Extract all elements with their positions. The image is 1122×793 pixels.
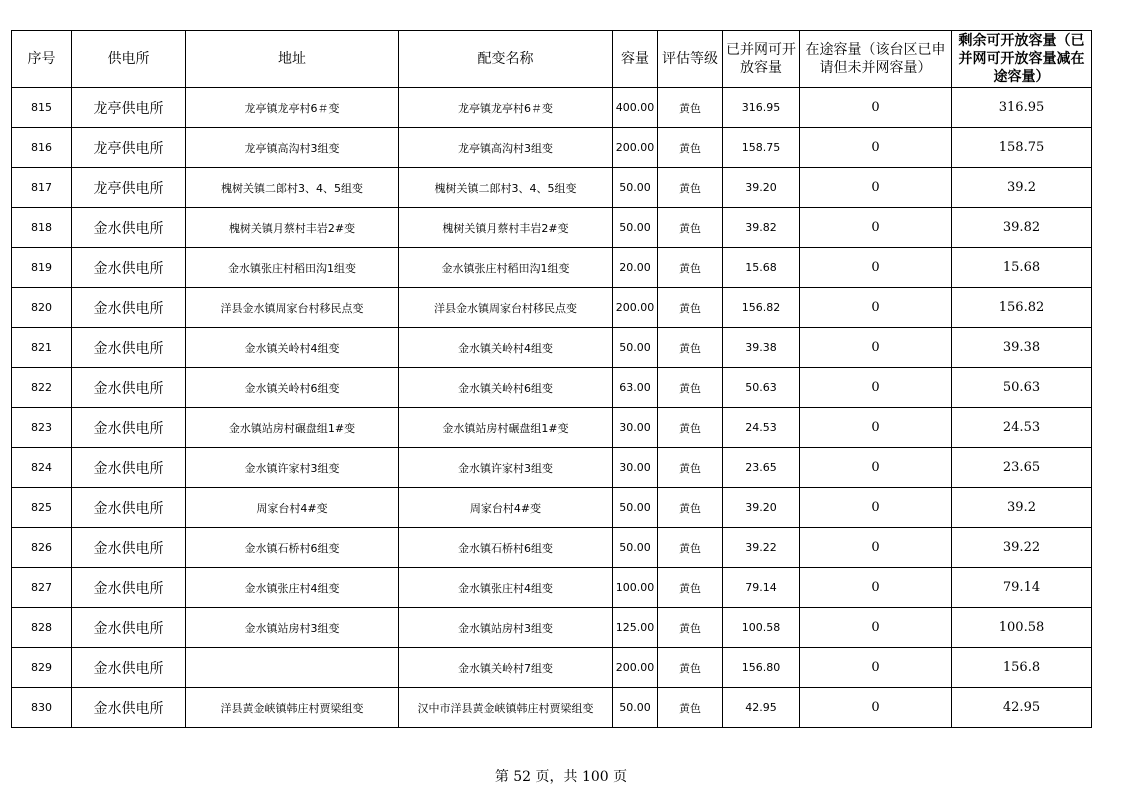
cell-capacity: 50.00	[613, 208, 658, 248]
cell-remaining: 39.38	[952, 328, 1092, 368]
cell-in-transit: 0	[800, 568, 952, 608]
cell-grid-open: 156.82	[723, 288, 800, 328]
table-header	[12, 31, 1092, 88]
cell-grade: 黄色	[658, 208, 723, 248]
cell-station: 金水供电所	[72, 368, 186, 408]
header-transformer: 配变名称	[399, 31, 613, 88]
cell-station: 金水供电所	[72, 488, 186, 528]
cell-grid-open: 39.20	[723, 168, 800, 208]
cell-address: 周家台村4#变	[186, 488, 399, 528]
cell-capacity: 50.00	[613, 328, 658, 368]
cell-transformer: 金水镇张庄村4组变	[399, 568, 613, 608]
cell-transformer: 周家台村4#变	[399, 488, 613, 528]
table-row	[12, 528, 1092, 568]
cell-seq: 823	[12, 408, 72, 448]
cell-remaining: 156.8	[952, 648, 1092, 688]
table-row	[12, 408, 1092, 448]
cell-transformer: 金水镇关岭村6组变	[399, 368, 613, 408]
cell-seq: 816	[12, 128, 72, 168]
cell-station: 龙亭供电所	[72, 168, 186, 208]
cell-remaining: 39.82	[952, 208, 1092, 248]
table-row	[12, 648, 1092, 688]
cell-grade: 黄色	[658, 368, 723, 408]
cell-address: 龙亭镇高沟村3组变	[186, 128, 399, 168]
table-row	[12, 208, 1092, 248]
cell-in-transit: 0	[800, 128, 952, 168]
table-row	[12, 328, 1092, 368]
cell-in-transit: 0	[800, 328, 952, 368]
cell-capacity: 63.00	[613, 368, 658, 408]
cell-station: 龙亭供电所	[72, 88, 186, 128]
cell-grade: 黄色	[658, 608, 723, 648]
table-row	[12, 168, 1092, 208]
cell-seq: 829	[12, 648, 72, 688]
cell-grade: 黄色	[658, 248, 723, 288]
cell-in-transit: 0	[800, 528, 952, 568]
cell-grid-open: 39.20	[723, 488, 800, 528]
header-seq: 序号	[12, 31, 72, 88]
cell-capacity: 100.00	[613, 568, 658, 608]
cell-address: 洋县黄金峡镇韩庄村贾梁组变	[186, 688, 399, 728]
cell-seq: 820	[12, 288, 72, 328]
cell-grid-open: 24.53	[723, 408, 800, 448]
cell-grid-open: 42.95	[723, 688, 800, 728]
cell-address: 槐树关镇二郎村3、4、5组变	[186, 168, 399, 208]
cell-grade: 黄色	[658, 488, 723, 528]
cell-in-transit: 0	[800, 368, 952, 408]
header-row	[12, 31, 1092, 88]
cell-station: 龙亭供电所	[72, 128, 186, 168]
cell-grid-open: 39.38	[723, 328, 800, 368]
table-row	[12, 248, 1092, 288]
cell-address: 金水镇石桥村6组变	[186, 528, 399, 568]
cell-address: 洋县金水镇周家台村移民点变	[186, 288, 399, 328]
cell-remaining: 156.82	[952, 288, 1092, 328]
cell-seq: 815	[12, 88, 72, 128]
cell-station: 金水供电所	[72, 408, 186, 448]
header-station: 供电所	[72, 31, 186, 88]
cell-address: 金水镇张庄村稻田沟1组变	[186, 248, 399, 288]
cell-grade: 黄色	[658, 528, 723, 568]
cell-station: 金水供电所	[72, 528, 186, 568]
cell-in-transit: 0	[800, 488, 952, 528]
header-address: 地址	[186, 31, 399, 88]
cell-address: 金水镇许家村3组变	[186, 448, 399, 488]
cell-capacity: 50.00	[613, 688, 658, 728]
cell-remaining: 15.68	[952, 248, 1092, 288]
cell-grade: 黄色	[658, 688, 723, 728]
cell-station: 金水供电所	[72, 288, 186, 328]
cell-remaining: 50.63	[952, 368, 1092, 408]
cell-grade: 黄色	[658, 568, 723, 608]
cell-capacity: 50.00	[613, 168, 658, 208]
cell-address: 槐树关镇月蔡村丰岩2#变	[186, 208, 399, 248]
table-row	[12, 88, 1092, 128]
cell-station: 金水供电所	[72, 328, 186, 368]
table-row	[12, 488, 1092, 528]
table-row	[12, 608, 1092, 648]
cell-station: 金水供电所	[72, 448, 186, 488]
cell-address: 金水镇张庄村4组变	[186, 568, 399, 608]
cell-transformer: 槐树关镇月蔡村丰岩2#变	[399, 208, 613, 248]
cell-grade: 黄色	[658, 288, 723, 328]
cell-capacity: 125.00	[613, 608, 658, 648]
cell-in-transit: 0	[800, 608, 952, 648]
cell-remaining: 39.2	[952, 168, 1092, 208]
cell-remaining: 24.53	[952, 408, 1092, 448]
cell-in-transit: 0	[800, 88, 952, 128]
cell-capacity: 30.00	[613, 448, 658, 488]
cell-grid-open: 50.63	[723, 368, 800, 408]
capacity-table	[11, 30, 1092, 728]
cell-transformer: 金水镇张庄村稻田沟1组变	[399, 248, 613, 288]
cell-remaining: 158.75	[952, 128, 1092, 168]
cell-transformer: 龙亭镇龙亭村6＃变	[399, 88, 613, 128]
cell-transformer: 金水镇石桥村6组变	[399, 528, 613, 568]
cell-seq: 828	[12, 608, 72, 648]
cell-address: 金水镇站房村碾盘组1#变	[186, 408, 399, 448]
cell-station: 金水供电所	[72, 248, 186, 288]
cell-in-transit: 0	[800, 648, 952, 688]
cell-grid-open: 15.68	[723, 248, 800, 288]
table-row	[12, 368, 1092, 408]
cell-seq: 817	[12, 168, 72, 208]
header-grade: 评估等级	[658, 31, 723, 88]
cell-grid-open: 79.14	[723, 568, 800, 608]
cell-capacity: 200.00	[613, 648, 658, 688]
cell-remaining: 42.95	[952, 688, 1092, 728]
cell-transformer: 洋县金水镇周家台村移民点变	[399, 288, 613, 328]
page-number-footer: 第 52 页，共 100 页	[494, 769, 628, 785]
cell-grade: 黄色	[658, 88, 723, 128]
cell-transformer: 龙亭镇高沟村3组变	[399, 128, 613, 168]
cell-capacity: 30.00	[613, 408, 658, 448]
cell-address: 金水镇站房村3组变	[186, 608, 399, 648]
cell-transformer: 金水镇站房村碾盘组1#变	[399, 408, 613, 448]
cell-seq: 824	[12, 448, 72, 488]
cell-seq: 830	[12, 688, 72, 728]
cell-seq: 826	[12, 528, 72, 568]
cell-grid-open: 316.95	[723, 88, 800, 128]
table-row	[12, 448, 1092, 488]
cell-grade: 黄色	[658, 128, 723, 168]
cell-capacity: 20.00	[613, 248, 658, 288]
cell-capacity: 400.00	[613, 88, 658, 128]
cell-in-transit: 0	[800, 248, 952, 288]
cell-grade: 黄色	[658, 328, 723, 368]
cell-transformer: 槐树关镇二郎村3、4、5组变	[399, 168, 613, 208]
cell-in-transit: 0	[800, 208, 952, 248]
cell-in-transit: 0	[800, 688, 952, 728]
cell-transformer: 金水镇关岭村7组变	[399, 648, 613, 688]
cell-grid-open: 23.65	[723, 448, 800, 488]
cell-address: 金水镇关岭村4组变	[186, 328, 399, 368]
cell-station: 金水供电所	[72, 648, 186, 688]
header-in-transit: 在途容量（该台区已申请但未并网容量）	[800, 31, 952, 88]
header-capacity: 容量	[613, 31, 658, 88]
cell-remaining: 100.58	[952, 608, 1092, 648]
cell-in-transit: 0	[800, 288, 952, 328]
cell-remaining: 23.65	[952, 448, 1092, 488]
table-row	[12, 128, 1092, 168]
cell-grid-open: 39.22	[723, 528, 800, 568]
cell-address	[186, 648, 399, 688]
cell-in-transit: 0	[800, 448, 952, 488]
cell-grade: 黄色	[658, 168, 723, 208]
cell-in-transit: 0	[800, 408, 952, 448]
cell-seq: 827	[12, 568, 72, 608]
cell-capacity: 200.00	[613, 288, 658, 328]
cell-capacity: 50.00	[613, 488, 658, 528]
cell-seq: 821	[12, 328, 72, 368]
cell-remaining: 79.14	[952, 568, 1092, 608]
cell-transformer: 金水镇许家村3组变	[399, 448, 613, 488]
table-row	[12, 288, 1092, 328]
cell-capacity: 200.00	[613, 128, 658, 168]
cell-remaining: 39.2	[952, 488, 1092, 528]
cell-seq: 825	[12, 488, 72, 528]
cell-transformer: 金水镇关岭村4组变	[399, 328, 613, 368]
cell-station: 金水供电所	[72, 568, 186, 608]
cell-capacity: 50.00	[613, 528, 658, 568]
cell-grid-open: 39.82	[723, 208, 800, 248]
cell-remaining: 39.22	[952, 528, 1092, 568]
table-body	[12, 88, 1092, 728]
cell-grade: 黄色	[658, 408, 723, 448]
cell-transformer: 汉中市洋县黄金峡镇韩庄村贾梁组变	[399, 688, 613, 728]
cell-transformer: 金水镇站房村3组变	[399, 608, 613, 648]
cell-in-transit: 0	[800, 168, 952, 208]
header-remaining: 剩余可开放容量（已并网可开放容量减在途容量）	[952, 31, 1092, 88]
cell-station: 金水供电所	[72, 608, 186, 648]
cell-station: 金水供电所	[72, 688, 186, 728]
cell-grade: 黄色	[658, 448, 723, 488]
cell-grid-open: 100.58	[723, 608, 800, 648]
cell-grid-open: 158.75	[723, 128, 800, 168]
cell-address: 金水镇关岭村6组变	[186, 368, 399, 408]
cell-seq: 818	[12, 208, 72, 248]
cell-address: 龙亭镇龙亭村6＃变	[186, 88, 399, 128]
cell-station: 金水供电所	[72, 208, 186, 248]
header-grid-open: 已并网可开放容量	[723, 31, 800, 88]
table-row	[12, 688, 1092, 728]
cell-remaining: 316.95	[952, 88, 1092, 128]
cell-grid-open: 156.80	[723, 648, 800, 688]
cell-seq: 819	[12, 248, 72, 288]
cell-grade: 黄色	[658, 648, 723, 688]
table-row	[12, 568, 1092, 608]
cell-seq: 822	[12, 368, 72, 408]
